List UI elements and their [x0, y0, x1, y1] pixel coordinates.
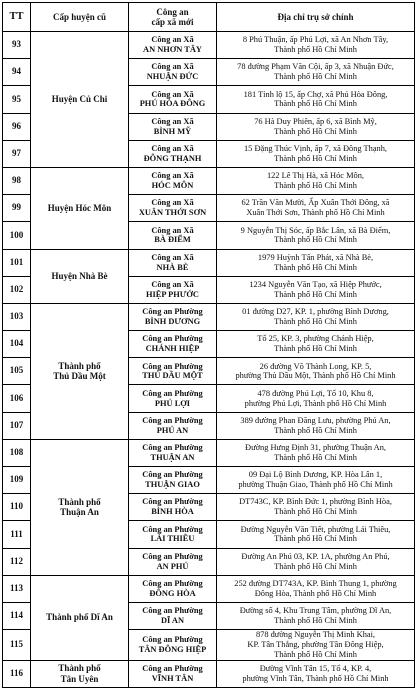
address-cell — [217, 602, 415, 629]
row-number: 101 — [3, 249, 31, 276]
district-cell — [31, 167, 129, 249]
unit-type: Công an Xã — [151, 171, 194, 181]
header-tt: TT — [3, 3, 31, 32]
district-name-line: Thủ Dầu Một — [53, 371, 106, 382]
table-body — [3, 32, 415, 688]
unit-type: Công an Phường — [142, 388, 203, 398]
address-cell — [217, 140, 415, 167]
address-line: Thành phố Hồ Chí Minh — [274, 235, 357, 245]
table-row — [3, 575, 415, 602]
unit-name: PHÚ HÒA ĐÔNG — [139, 99, 206, 109]
address-line: Thành phố Hồ Chí Minh — [274, 534, 357, 544]
address-line: Thành phố Hồ Chí Minh — [274, 616, 357, 626]
unit-cell — [129, 630, 217, 660]
unit-cell — [129, 222, 217, 249]
address-cell — [217, 113, 415, 140]
unit-cell — [129, 412, 217, 439]
unit-type: Công an Phường — [142, 497, 203, 507]
unit-cell — [129, 548, 217, 575]
address-line: phường Vĩnh Tân, Thành phố Hồ Chí Minh — [242, 673, 389, 683]
address-line: Xuân Thới Sơn, Thành phố Hồ Chí Minh — [246, 208, 385, 218]
address-cell — [217, 412, 415, 439]
address-cell — [217, 222, 415, 249]
row-number: 105 — [3, 358, 31, 385]
unit-name: THUẬN AN — [150, 452, 195, 462]
unit-cell — [129, 167, 217, 194]
address-line: 389 đường Phan Đăng Lưu, phường Phú An, — [240, 415, 391, 425]
address-cell — [217, 303, 415, 330]
unit-cell — [129, 385, 217, 412]
address-line: Thành phố Hồ Chí Minh — [274, 126, 357, 136]
table-row — [3, 660, 415, 687]
unit-name: PHÚ AN — [156, 425, 189, 435]
address-line: 78 đường Phạm Văn Cội, ấp 3, xã Nhuận Đức, — [237, 62, 394, 72]
header-unit-line2: cấp xã mới — [151, 17, 194, 27]
unit-name: HÓC MÔN — [151, 181, 194, 191]
row-number: 107 — [3, 412, 31, 439]
address-line: Thành phố Hồ Chí Minh — [274, 561, 357, 571]
header-district: Cấp huyện cũ — [31, 3, 129, 32]
unit-name: LÁI THIÊU — [150, 534, 195, 544]
unit-type: Công an Phường — [142, 663, 203, 673]
unit-name: THỦ DẦU MỘT — [142, 371, 203, 381]
row-number: 95 — [3, 86, 31, 113]
row-number: 110 — [3, 494, 31, 521]
address-cell — [217, 521, 415, 548]
address-cell — [217, 195, 415, 222]
unit-cell — [129, 439, 217, 466]
row-number: 116 — [3, 660, 31, 687]
district-name-line: Thuận An — [60, 507, 99, 518]
address-line: Thành phố Hồ Chí Minh — [274, 181, 357, 191]
address-cell — [217, 167, 415, 194]
row-number: 103 — [3, 303, 31, 330]
address-line: 15 Đặng Thúc Vịnh, ấp 7, xã Đông Thạnh, — [243, 144, 388, 154]
unit-type: Công an Phường — [142, 415, 203, 425]
district-cell — [31, 575, 129, 660]
district-name-line: Thành phố Dĩ An — [46, 612, 113, 623]
address-cell — [217, 575, 415, 602]
address-line: 8 Phú Thuận, ấp Phú Lợi, xã An Nhơn Tây, — [242, 35, 389, 45]
header-unit-line1: Công an — [156, 7, 189, 17]
unit-cell — [129, 467, 217, 494]
row-number: 109 — [3, 467, 31, 494]
row-number: 112 — [3, 548, 31, 575]
unit-name: CHÁNH HIỆP — [145, 344, 200, 354]
unit-cell — [129, 575, 217, 602]
row-number: 94 — [3, 59, 31, 86]
unit-name: NHUẬN ĐỨC — [146, 72, 199, 82]
unit-name: NHÀ BÈ — [156, 262, 189, 272]
district-name-line: Huyện Củ Chi — [51, 94, 108, 105]
address-line: Thành phố Hồ Chí Minh — [274, 289, 357, 299]
address-line: 478 đường Phú Lợi, Tổ 10, Khu 8, — [257, 388, 374, 398]
address-line: 181 Tỉnh lộ 15, ấp Chợ, xã Phú Hòa Đông, — [243, 89, 388, 99]
district-name-line: Tân Uyên — [60, 673, 99, 684]
unit-type: Công an Phường — [142, 606, 203, 616]
address-line: 9 Nguyễn Thị Sóc, ấp Bắc Lân, xã Bà Điểm, — [240, 225, 391, 235]
unit-type: Công an Phường — [142, 470, 203, 480]
address-line: Thành phố Hồ Chí Minh — [274, 99, 357, 109]
address-line: Đường Vĩnh Tân 15, Tổ 4, KP. 4, — [259, 663, 372, 673]
row-number: 96 — [3, 113, 31, 140]
unit-type: Công an Phường — [142, 443, 203, 453]
address-cell — [217, 385, 415, 412]
address-cell — [217, 630, 415, 660]
address-line: 76 Hà Duy Phiên, ấp 6, xã Bình Mỹ, — [254, 116, 377, 126]
address-line: Thành phố Hồ Chí Minh — [274, 316, 357, 326]
unit-name: BÌNH MỸ — [153, 126, 192, 136]
unit-cell — [129, 602, 217, 629]
unit-name: BÀ ĐIỂM — [154, 235, 191, 245]
district-cell — [31, 32, 129, 168]
address-line: Thành phố Hồ Chí Minh — [274, 425, 357, 435]
address-line: 26 đường Võ Thành Long, KP. 5, — [259, 361, 372, 371]
address-cell — [217, 59, 415, 86]
unit-name: BÌNH HÒA — [151, 507, 194, 517]
address-line: Thành phố Hồ Chí Minh — [274, 153, 357, 163]
unit-cell — [129, 521, 217, 548]
unit-cell — [129, 140, 217, 167]
row-number: 115 — [3, 630, 31, 660]
unit-cell — [129, 494, 217, 521]
address-cell — [217, 494, 415, 521]
unit-cell — [129, 59, 217, 86]
address-line: Đường Nguyễn Văn Tiết, phường Lái Thiêu, — [240, 524, 391, 534]
unit-type: Công an Phường — [142, 334, 203, 344]
row-number: 111 — [3, 521, 31, 548]
address-line: phường Phú Lợi, Thành phố Hồ Chí Minh — [244, 398, 387, 408]
address-line: 09 Đại Lộ Bình Dương, KP. Hòa Lân 1, — [248, 470, 383, 480]
row-number: 114 — [3, 602, 31, 629]
row-number: 100 — [3, 222, 31, 249]
unit-name: AN PHÚ — [156, 561, 189, 571]
address-line: 252 đường DT743A, KP. Bình Thung 1, phường — [234, 579, 397, 589]
address-line: 1979 Huỳnh Tấn Phát, xã Nhà Bè, — [257, 252, 374, 262]
unit-cell — [129, 276, 217, 303]
unit-type: Công an Xã — [151, 252, 194, 262]
district-name-line: Thành phố — [58, 496, 101, 507]
address-line: Thành phố Hồ Chí Minh — [274, 45, 357, 55]
address-cell — [217, 86, 415, 113]
unit-cell — [129, 195, 217, 222]
unit-cell — [129, 86, 217, 113]
unit-type: Công an Phường — [142, 579, 203, 589]
address-cell — [217, 548, 415, 575]
address-cell — [217, 331, 415, 358]
address-line: Thành phố Hồ Chí Minh — [274, 344, 357, 354]
row-number: 104 — [3, 331, 31, 358]
address-line: 878 đường Nguyễn Thị Minh Khai, — [255, 630, 376, 640]
address-cell — [217, 358, 415, 385]
table-header-row — [3, 3, 415, 32]
row-number: 98 — [3, 167, 31, 194]
unit-type: Công an Xã — [151, 198, 194, 208]
unit-type: Công an Xã — [151, 116, 194, 126]
district-name-line: Huyện Nhà Bè — [51, 270, 108, 281]
district-cell — [31, 660, 129, 687]
police-station-table — [2, 2, 415, 688]
unit-cell — [129, 32, 217, 59]
address-line: Thành phố Hồ Chí Minh — [274, 452, 357, 462]
table-row — [3, 303, 415, 330]
unit-type: Công an Phường — [142, 551, 203, 561]
unit-name: THUẬN GIAO — [145, 480, 200, 490]
table-row — [3, 167, 415, 194]
address-line: Thành phố Hồ Chí Minh — [274, 507, 357, 517]
header-address: Địa chỉ trụ sở chính — [217, 3, 415, 32]
row-number: 106 — [3, 385, 31, 412]
address-line: DT743C, KP. Bình Đức 1, phường Bình Hòa, — [239, 497, 392, 507]
row-number: 99 — [3, 195, 31, 222]
unit-name: PHÚ LỢI — [154, 398, 191, 408]
row-number: 97 — [3, 140, 31, 167]
unit-name: AN NHƠN TÂY — [143, 45, 202, 55]
address-line: 1234 Nguyễn Văn Tạo, xã Hiệp Phước, — [249, 279, 382, 289]
district-cell — [31, 439, 129, 575]
address-line: Thành phố Hồ Chí Minh — [274, 649, 357, 659]
address-cell — [217, 439, 415, 466]
address-line: Đường số 4, Khu Trung Tâm, phường Dĩ An, — [239, 606, 392, 616]
address-line: Đông Hòa, Thành phố Hồ Chí Minh — [254, 588, 377, 598]
unit-name: ĐÔNG HÒA — [149, 588, 196, 598]
district-cell — [31, 249, 129, 303]
unit-cell — [129, 660, 217, 687]
unit-type: Công an Xã — [151, 35, 194, 45]
address-line: Đường Hưng Định 31, phường Thuận An, — [245, 443, 386, 453]
table-row — [3, 32, 415, 59]
header-unit — [129, 3, 217, 32]
unit-cell — [129, 303, 217, 330]
district-name-line: Thành phố — [58, 663, 101, 674]
address-line: Thành phố Hồ Chí Minh — [274, 262, 357, 272]
unit-type: Công an Xã — [151, 225, 194, 235]
unit-name: TÂN ĐÔNG HIỆP — [138, 644, 207, 654]
unit-type: Công an Xã — [151, 144, 194, 154]
unit-name: DĨ AN — [160, 616, 185, 626]
unit-cell — [129, 249, 217, 276]
row-number: 108 — [3, 439, 31, 466]
row-number: 113 — [3, 575, 31, 602]
address-line: 62 Trần Văn Mười, Ấp Xuân Thới Đông, xã — [241, 198, 390, 208]
table-row — [3, 439, 415, 466]
address-cell — [217, 32, 415, 59]
document-page — [2, 2, 414, 688]
unit-type: Công an Phường — [142, 307, 203, 317]
unit-type: Công an Phường — [142, 635, 203, 645]
unit-name: HIỆP PHƯỚC — [146, 289, 199, 299]
unit-cell — [129, 331, 217, 358]
address-line: Đường An Phú 03, KP. 1A, phường An Phú, — [241, 551, 390, 561]
unit-name: BÌNH DƯƠNG — [144, 316, 201, 326]
address-cell — [217, 276, 415, 303]
unit-cell — [129, 113, 217, 140]
address-cell — [217, 249, 415, 276]
unit-type: Công an Xã — [151, 62, 194, 72]
unit-type: Công an Xã — [151, 89, 194, 99]
row-number: 93 — [3, 32, 31, 59]
row-number: 102 — [3, 276, 31, 303]
district-name-line: Thành phố — [58, 360, 101, 371]
unit-name: XUÂN THỚI SƠN — [138, 208, 207, 218]
unit-name: VĨNH TÂN — [151, 673, 194, 683]
district-cell — [31, 303, 129, 439]
address-line: Thành phố Hồ Chí Minh — [274, 72, 357, 82]
unit-name: ĐÔNG THẠNH — [143, 153, 202, 163]
address-line: 122 Lê Thị Hà, xã Hóc Môn, — [266, 171, 365, 181]
address-cell — [217, 467, 415, 494]
unit-type: Công an Xã — [151, 279, 194, 289]
district-name-line: Huyện Hóc Môn — [47, 202, 112, 213]
unit-cell — [129, 358, 217, 385]
table-row — [3, 249, 415, 276]
address-line: KP. Tân Thắng, phường Tân Đông Hiệp, — [247, 639, 384, 649]
address-line: phường Thủ Dầu Một, Thành phố Hồ Chí Minh — [235, 371, 396, 381]
address-line: Tổ 25, KP. 3, phường Chánh Hiệp, — [257, 334, 374, 344]
address-cell — [217, 660, 415, 687]
unit-type: Công an Phường — [142, 524, 203, 534]
address-line: phường Thuận Giao, Thành phố Hồ Chí Minh — [238, 480, 393, 490]
unit-type: Công an Phường — [142, 361, 203, 371]
address-line: 01 đường D27, KP. 1, phường Bình Dương, — [242, 307, 389, 317]
